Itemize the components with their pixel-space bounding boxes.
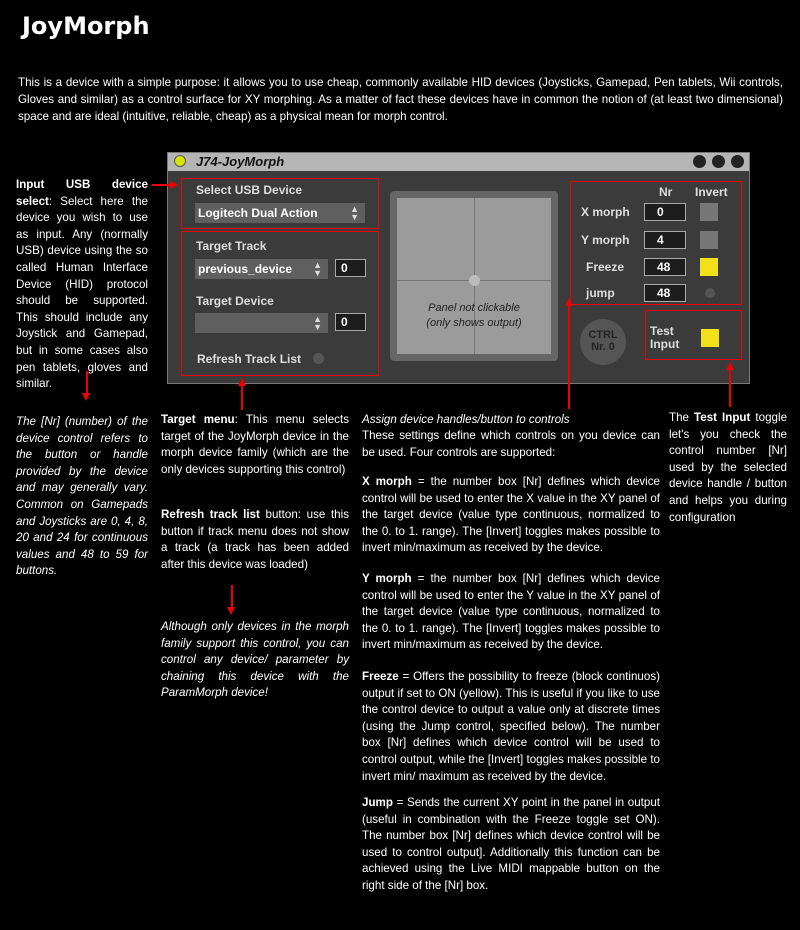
usb-select-note bbox=[16, 177, 148, 393]
freeze-label: Freeze bbox=[586, 260, 625, 274]
refresh-note-heading: Refresh track list bbox=[161, 508, 260, 521]
freeze-nr[interactable]: 48 bbox=[644, 258, 686, 276]
usb-note-body: : Select here the device you wish to use as input. Any (normally USB) device using the so called Human Interface Device (HID) protocol should be supported. This should include any Joystick and Gamepad, but in some cases also pen tablets, gloves and similar. bbox=[16, 194, 148, 391]
refresh-note-body: button: use this button if track menu does not show a track (a track has been added after this device was loaded) bbox=[161, 508, 349, 571]
refresh-arrow-line bbox=[231, 585, 233, 607]
test-note-body: toggle let's you check the control number [Nr] used by the selected device handle / button and helps you during configuration bbox=[669, 411, 788, 524]
refresh-note bbox=[161, 507, 349, 573]
target-highlight-box bbox=[181, 231, 379, 376]
target-track-label: Target Track bbox=[196, 239, 267, 253]
ymorph-label: Y morph bbox=[581, 233, 630, 247]
target-device-label: Target Device bbox=[196, 294, 274, 308]
target-track-value: previous_device bbox=[198, 262, 293, 276]
ctrl-label: CTRL Nr. 0 bbox=[588, 329, 618, 353]
test-arrow-head bbox=[726, 362, 734, 370]
ymorph-note-body: = the number box [Nr] defines which device control will be used to enter the Y value in the XY panel of the target device (value type continuous, normalized to the 0. to 1. range). The [Invert] toggles makes possible to invert min/maximum as received by the device. bbox=[362, 572, 660, 652]
intro-paragraph: This is a device with a simple purpose: it allows you to use cheap, commonly available HID devices (Joysticks, Gamepad, Pen tablets, Wii controls, Gloves and similar) as a control surface for XY morphing. As a matter of fact these devices have in common the notion of (at least two dimensional) space and are ideal (intuitive, reliable, cheap) as a physical mean for morph control. bbox=[18, 76, 783, 123]
power-icon[interactable] bbox=[174, 155, 186, 167]
updown-icon: ▲ ▼ bbox=[350, 204, 359, 222]
jump-note-heading: Jump bbox=[362, 796, 393, 809]
target-track-number[interactable]: 0 bbox=[335, 259, 366, 277]
device-header bbox=[168, 153, 749, 171]
assign-highlight-box bbox=[570, 181, 742, 305]
test-input-label: Test Input bbox=[650, 324, 680, 351]
usb-device-value: Logitech Dual Action bbox=[198, 206, 318, 220]
assign-arrow-head bbox=[565, 298, 573, 306]
usb-arrow-line bbox=[152, 184, 170, 186]
ymorph-note-heading: Y morph bbox=[362, 572, 412, 585]
xmorph-note bbox=[362, 474, 660, 557]
xmorph-nr[interactable]: 0 bbox=[644, 203, 686, 221]
ymorph-nr[interactable]: 4 bbox=[644, 231, 686, 249]
nr-header: Nr bbox=[659, 185, 673, 199]
test-note-pre: The bbox=[669, 411, 695, 424]
assign-intro: These settings define which controls on you device can be used. Four controls are supported: bbox=[362, 429, 660, 459]
target-arrow-head bbox=[238, 378, 246, 386]
freeze-note bbox=[362, 669, 660, 785]
updown-icon: ▲ ▼ bbox=[313, 314, 322, 332]
target-device-number[interactable]: 0 bbox=[335, 313, 366, 331]
test-arrow-line bbox=[729, 370, 731, 407]
save-icon[interactable] bbox=[731, 155, 744, 168]
jump-note-body: = Sends the current XY point in the panel in output (useful in combination with the Freeze toggle set ON). The number box [Nr] defines which device control will be used to control output]. Additionally this function can be achieved using the Live MIDI mappable button on the right side of the [Nr] box. bbox=[362, 796, 660, 892]
select-usb-label: Select USB Device bbox=[196, 183, 303, 197]
refresh-track-label: Refresh Track List bbox=[197, 352, 302, 366]
xmorph-note-body: = the number box [Nr] defines which device control will be used to enter the X value in the XY panel of the target device (value type continuous, normalized to the 0. to 1. range). The [Invert] toggles makes possible to invert min/maximum as received by the device. bbox=[362, 475, 660, 555]
target-note-body: : This menu selects target of the JoyMorph device in the morph device family (which are the only devices supporting this control) bbox=[161, 413, 349, 476]
target-menu-note bbox=[161, 412, 349, 478]
nr-note: The [Nr] (number) of the device control refers to the button or handle provided by the device and may generally vary. Common on Gamepads and Joysticks are 0, 4, 8, 20 and 24 for continuous values and 48 to 59 for buttons. bbox=[16, 415, 148, 578]
usb-arrow-head bbox=[170, 181, 178, 189]
refresh-arrow-head bbox=[227, 607, 235, 615]
assign-note-heading: Assign device handles/button to controls bbox=[362, 413, 570, 426]
usb-highlight-box bbox=[181, 178, 379, 229]
page-title: JoyMorph bbox=[22, 12, 150, 40]
expand-icon[interactable] bbox=[693, 155, 706, 168]
jump-label: jump bbox=[586, 286, 615, 300]
panel-note: Panel not clickable (only shows output) bbox=[426, 302, 522, 329]
left-arrow-head bbox=[82, 393, 90, 401]
freeze-note-heading: Freeze bbox=[362, 670, 399, 683]
xmorph-note-heading: X morph bbox=[362, 475, 412, 488]
freeze-note-body: = Offers the possibility to freeze (block continuos) output if set to ON (yellow). This is useful if you like to use the control device to output a value only at discrete times (using the Jump control, specified below). The number box [Nr] defines which device control will be used to control output, while the [Invert] toggles makes possible to invert min/ maximum as received by the device. bbox=[362, 670, 660, 783]
assign-arrow-line bbox=[568, 306, 570, 409]
target-arrow-line bbox=[241, 386, 243, 410]
xy-point bbox=[469, 275, 480, 286]
invert-header: Invert bbox=[695, 185, 728, 199]
assign-heading bbox=[362, 412, 660, 429]
target-note-heading: Target menu bbox=[161, 413, 235, 426]
test-highlight-box bbox=[645, 310, 742, 360]
usb-note-heading: Input USB device select bbox=[16, 178, 148, 208]
device-title: J74-JoyMorph bbox=[196, 154, 285, 169]
xy-panel-inner bbox=[397, 198, 551, 354]
jump-note bbox=[362, 795, 660, 895]
xmorph-label: X morph bbox=[581, 205, 630, 219]
hot-swap-icon[interactable] bbox=[712, 155, 725, 168]
ymorph-note bbox=[362, 571, 660, 654]
test-note-heading: Test Input bbox=[694, 411, 751, 424]
test-input-note bbox=[669, 410, 787, 526]
xy-panel bbox=[390, 191, 558, 361]
jump-nr[interactable]: 48 bbox=[644, 284, 686, 302]
chaining-note: Although only devices in the morph family support this control, you can control any device/ parameter by chaining this device with the ParamMorph device! bbox=[161, 620, 349, 700]
ctrl-number-display bbox=[580, 319, 626, 365]
updown-icon: ▲ ▼ bbox=[313, 260, 322, 278]
